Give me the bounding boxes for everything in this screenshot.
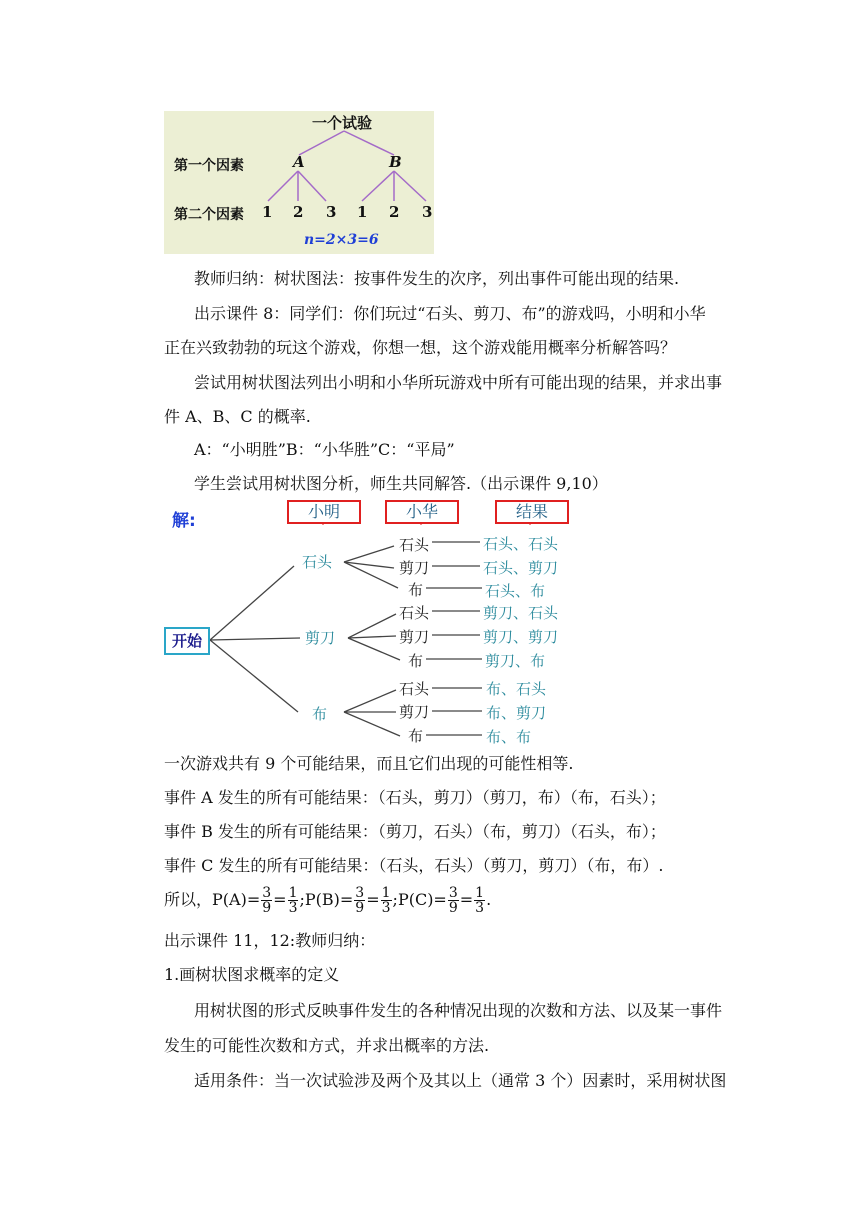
tree1-leaf: 3 xyxy=(422,203,433,221)
header-xiaohua: 小华 xyxy=(385,500,459,524)
text-line: 一次游戏共有 9 个可能结果，而且它们出现的可能性相等. xyxy=(164,754,574,773)
text-line: A：“小明胜”B：“小华胜”C：“平局” xyxy=(194,440,455,459)
text-line: 事件 A 发生的所有可能结果：（石头，剪刀）（剪刀，布）（布，石头）； xyxy=(164,788,666,807)
text-line: 件 A、B、C 的概率. xyxy=(164,407,311,426)
text-line: 事件 C 发生的所有可能结果：（石头，石头）（剪刀，剪刀）（布，布）. xyxy=(164,856,664,875)
start-node: 开始 xyxy=(164,627,210,655)
result-node: 剪刀、布 xyxy=(485,652,546,670)
fraction: $\frac{1}{3}$ xyxy=(381,885,391,916)
prob-c-label: P(C)= xyxy=(397,890,447,909)
tree1-factor1-label: 第一个因素 xyxy=(174,158,244,174)
result-node: 布、石头 xyxy=(486,680,547,698)
text-line: 学生尝试用树状图分析，师生共同解答.（出示课件 9,10） xyxy=(194,474,608,493)
tree-diagram-rock-paper-scissors xyxy=(164,496,584,746)
level2-node: 布 xyxy=(408,727,424,745)
text-line: 正在兴致勃勃的玩这个游戏，你想一想，这个游戏能用概率分析解答吗？ xyxy=(164,338,677,357)
result-node: 剪刀、剪刀 xyxy=(483,628,559,646)
level2-node: 布 xyxy=(408,652,424,670)
text-line: 事件 B 发生的所有可能结果：（剪刀，石头）（布，剪刀）（石头，布）； xyxy=(164,822,666,841)
text-line: 出示课件 8：同学们：你们玩过“石头、剪刀、布”的游戏吗，小明和小华 xyxy=(194,304,706,323)
fraction: $\frac{3}{9}$ xyxy=(262,885,272,916)
result-node: 布、剪刀 xyxy=(486,704,547,722)
prob-b-label: P(B)= xyxy=(304,890,354,909)
text-line: 适用条件：当一次试验涉及两个及其以上（通常 3 个）因素时，采用树状图 xyxy=(194,1071,727,1090)
text-line: 出示课件 11，12:教师归纳： xyxy=(164,931,376,950)
text-line: 教师归纳：树状图法：按事件发生的次序，列出事件可能出现的结果. xyxy=(194,269,680,288)
header-xiaoming: 小明 xyxy=(287,500,361,524)
tree1-leaf: 1 xyxy=(262,203,273,221)
level1-node: 剪刀 xyxy=(305,629,336,647)
tree1-formula: n=2×3=6 xyxy=(304,232,379,248)
level1-node: 石头 xyxy=(302,553,333,571)
fraction: $\frac{3}{9}$ xyxy=(355,885,365,916)
tree1-branch-b: B xyxy=(389,153,402,171)
result-node: 石头、布 xyxy=(485,582,546,600)
tree1-leaf: 2 xyxy=(389,203,400,221)
fraction: $\frac{1}{3}$ xyxy=(288,885,298,916)
level2-node: 剪刀 xyxy=(399,628,430,646)
probability-line: 所以，P(A)= $\frac{3}{9}$ = $\frac{1}{3}$ ;P(B)= $\frac{3}{9}$ = $\frac{1}{3}$ ;P(C)= $\frac{3}{9}$ = $\frac{1}{3}$ . xyxy=(164,885,492,916)
tree1-factor2-label: 第二个因素 xyxy=(174,207,244,223)
text-line: 发生的可能性次数和方式，并求出概率的方法. xyxy=(164,1036,490,1055)
tree1-root: 一个试验 xyxy=(312,114,373,132)
tree1-branch-a: A xyxy=(293,153,305,171)
level2-node: 剪刀 xyxy=(399,703,430,721)
prob-a-label: P(A)= xyxy=(212,890,261,909)
fraction: $\frac{1}{3}$ xyxy=(475,885,485,916)
header-result: 结果 xyxy=(495,500,569,524)
tree1-leaf: 3 xyxy=(326,203,337,221)
level2-node: 剪刀 xyxy=(399,559,430,577)
tree1-leaf: 2 xyxy=(293,203,304,221)
level2-node: 石头 xyxy=(399,536,430,554)
text-line: 用树状图的形式反映事件发生的各种情况出现的次数和方法、以及某一事件 xyxy=(194,1001,723,1020)
prob-prefix: 所以， xyxy=(164,890,213,909)
tree1-leaf: 1 xyxy=(357,203,368,221)
level2-node: 石头 xyxy=(399,680,430,698)
result-node: 石头、剪刀 xyxy=(483,559,559,577)
fraction: $\frac{3}{9}$ xyxy=(448,885,458,916)
tree1-branches xyxy=(164,111,434,254)
tree-diagram-one-experiment xyxy=(164,111,434,254)
level2-node: 石头 xyxy=(399,604,430,622)
level2-node: 布 xyxy=(408,581,424,599)
result-node: 布、布 xyxy=(486,728,532,746)
result-node: 剪刀、石头 xyxy=(483,604,559,622)
result-node: 石头、石头 xyxy=(483,535,559,553)
text-line: 尝试用树状图法列出小明和小华所玩游戏中所有可能出现的结果，并求出事 xyxy=(194,373,723,392)
level1-node: 布 xyxy=(312,705,328,723)
solution-label: 解: xyxy=(172,511,196,531)
section-heading: 1.画树状图求概率的定义 xyxy=(164,965,340,984)
